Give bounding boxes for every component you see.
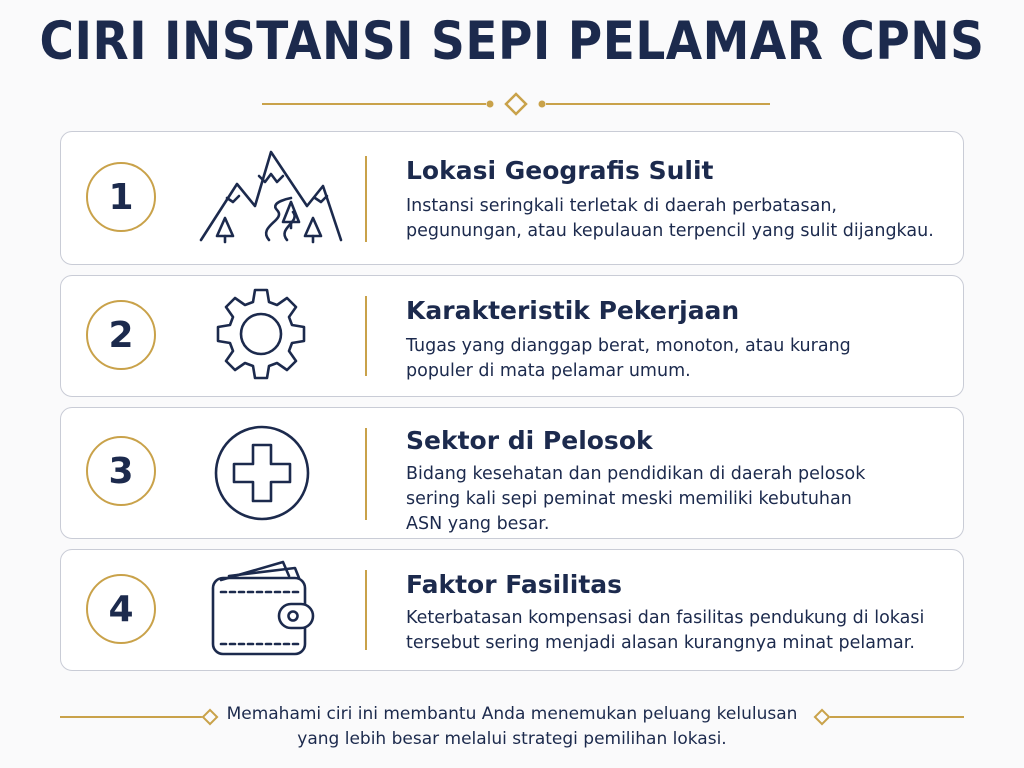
card-divider [365,428,367,520]
medical-cross-icon [213,424,311,522]
gear-icon [213,286,309,382]
card-title: Karakteristik Pekerjaan [406,296,740,325]
page-title: CIRI INSTANSI SEPI PELAMAR CPNS [39,10,985,73]
card-description: Tugas yang dianggap berat, monoton, atau kurang populer di mata pelamar umum. [406,336,851,381]
card-divider [365,296,367,376]
card-title: Faktor Fasilitas [406,570,623,599]
card-description: Instansi seringkali terletak di daerah perbatasan, pegunungan, atau kepulauan terpencil yang sulit dijangkau. [406,196,934,241]
footer-text: Memahami ciri ini membantu Anda menemukan peluang kelulusan yang lebih besar melalui strategi pemilihan lokasi. [226,704,798,749]
wallet-icon [209,556,317,660]
footer-line-left [60,716,204,718]
card-title: Sektor di Pelosok [406,426,653,455]
mountain-icon [197,146,345,248]
card-karakteristik-pekerjaan [60,275,964,397]
footer-diamond-left [202,709,219,726]
title-ornament [260,92,772,118]
number-badge: 2 [86,300,156,370]
card-title: Lokasi Geografis Sulit [406,156,714,185]
number-badge: 1 [86,162,156,232]
card-divider [365,570,367,650]
card-divider [365,156,367,242]
footer-diamond-right [814,709,831,726]
number-badge: 4 [86,574,156,644]
card-faktor-fasilitas [60,549,964,671]
card-sektor-pelosok [60,407,964,539]
card-description: Keterbatasan kompensasi dan fasilitas pendukung di lokasi tersebut sering menjadi alasan kurangnya minat pelamar. [406,608,925,653]
number-badge: 3 [86,436,156,506]
footer-line-right [830,716,964,718]
card-description: Bidang kesehatan dan pendidikan di daerah pelosok sering kali sepi peminat meski memiliki kebutuhan ASN yang besar. [406,464,866,534]
card-lokasi-geografis [60,131,964,265]
